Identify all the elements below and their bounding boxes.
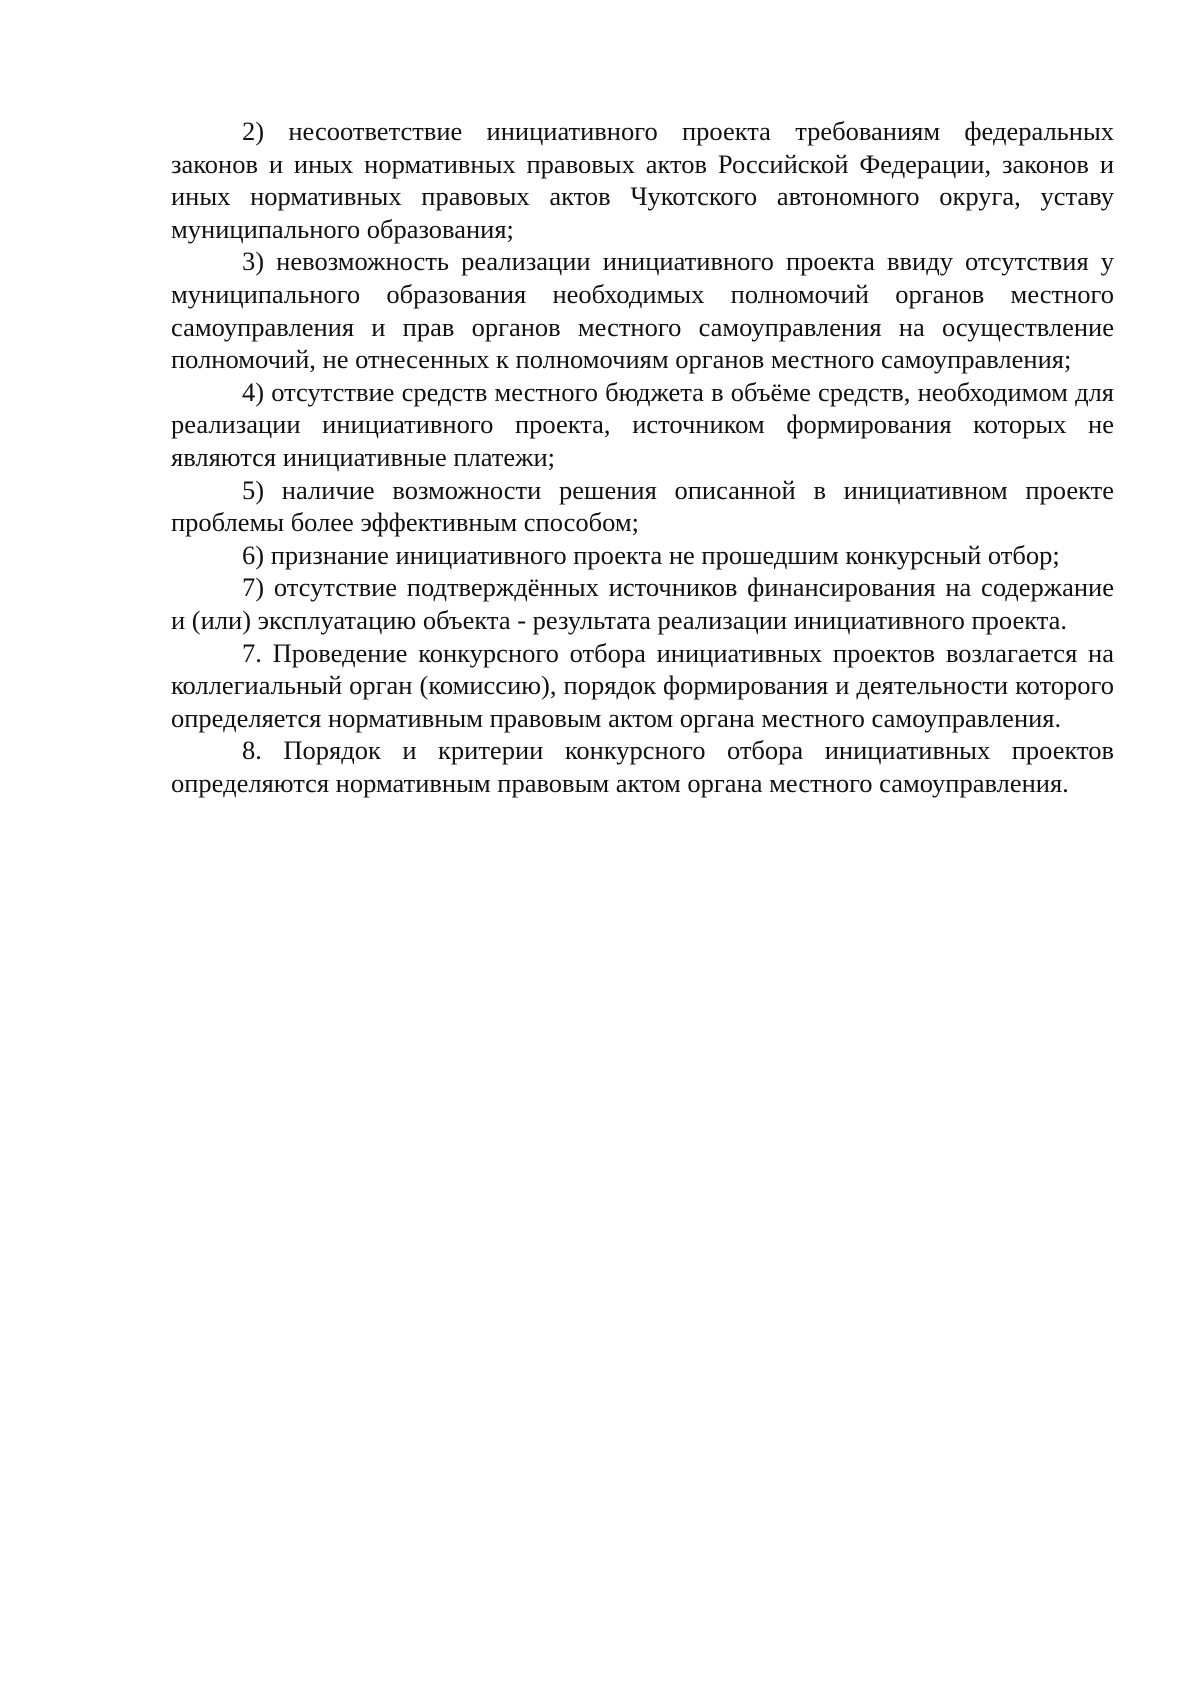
paragraph-item-6: 6) признание инициативного проекта не прошедшим конкурсный отбор;: [242, 539, 1060, 570]
paragraph-item-3: 3) невозможность реализации инициативного проекта ввиду отсутствия у муниципального образования необходимых полномочий органов местного самоуправления и прав органов местного самоуправления на осуществление полномочий, не отнесенных к полномочиям органов местного самоуправления;: [171, 246, 1114, 375]
paragraph-item-5: 5) наличие возможности решения описанной в инициативном проекте проблемы более эффективным способом;: [171, 474, 1114, 538]
paragraph-item-4: 4) отсутствие средств местного бюджета в объёме средств, необходимом для реализации инициативного проекта, источником формирования которых не являются инициативные платежи;: [171, 376, 1114, 472]
paragraph-section-8: 8. Порядок и критерии конкурсного отбора инициативных проектов определяются нормативным правовым актом органа местного самоуправления.: [171, 735, 1114, 798]
paragraph-item-2: 2) несоответствие инициативного проекта требованиям федеральных законов и иных нормативных правовых актов Российской Федерации, законов и иных нормативных правовых актов Чукотского автономного округа, уставу муниципального образования;: [171, 116, 1114, 244]
paragraph-item-7: 7) отсутствие подтверждённых источников финансирования на содержание и (или) эксплуатацию объекта - результата реализации инициативного проекта.: [171, 572, 1114, 635]
paragraph-section-7: 7. Проведение конкурсного отбора инициативных проектов возлагается на коллегиальный орган (комиссию), порядок формирования и деятельности которого определяется нормативным правовым актом органа местного самоуправления.: [171, 637, 1114, 733]
document-body: [171, 115, 1114, 799]
